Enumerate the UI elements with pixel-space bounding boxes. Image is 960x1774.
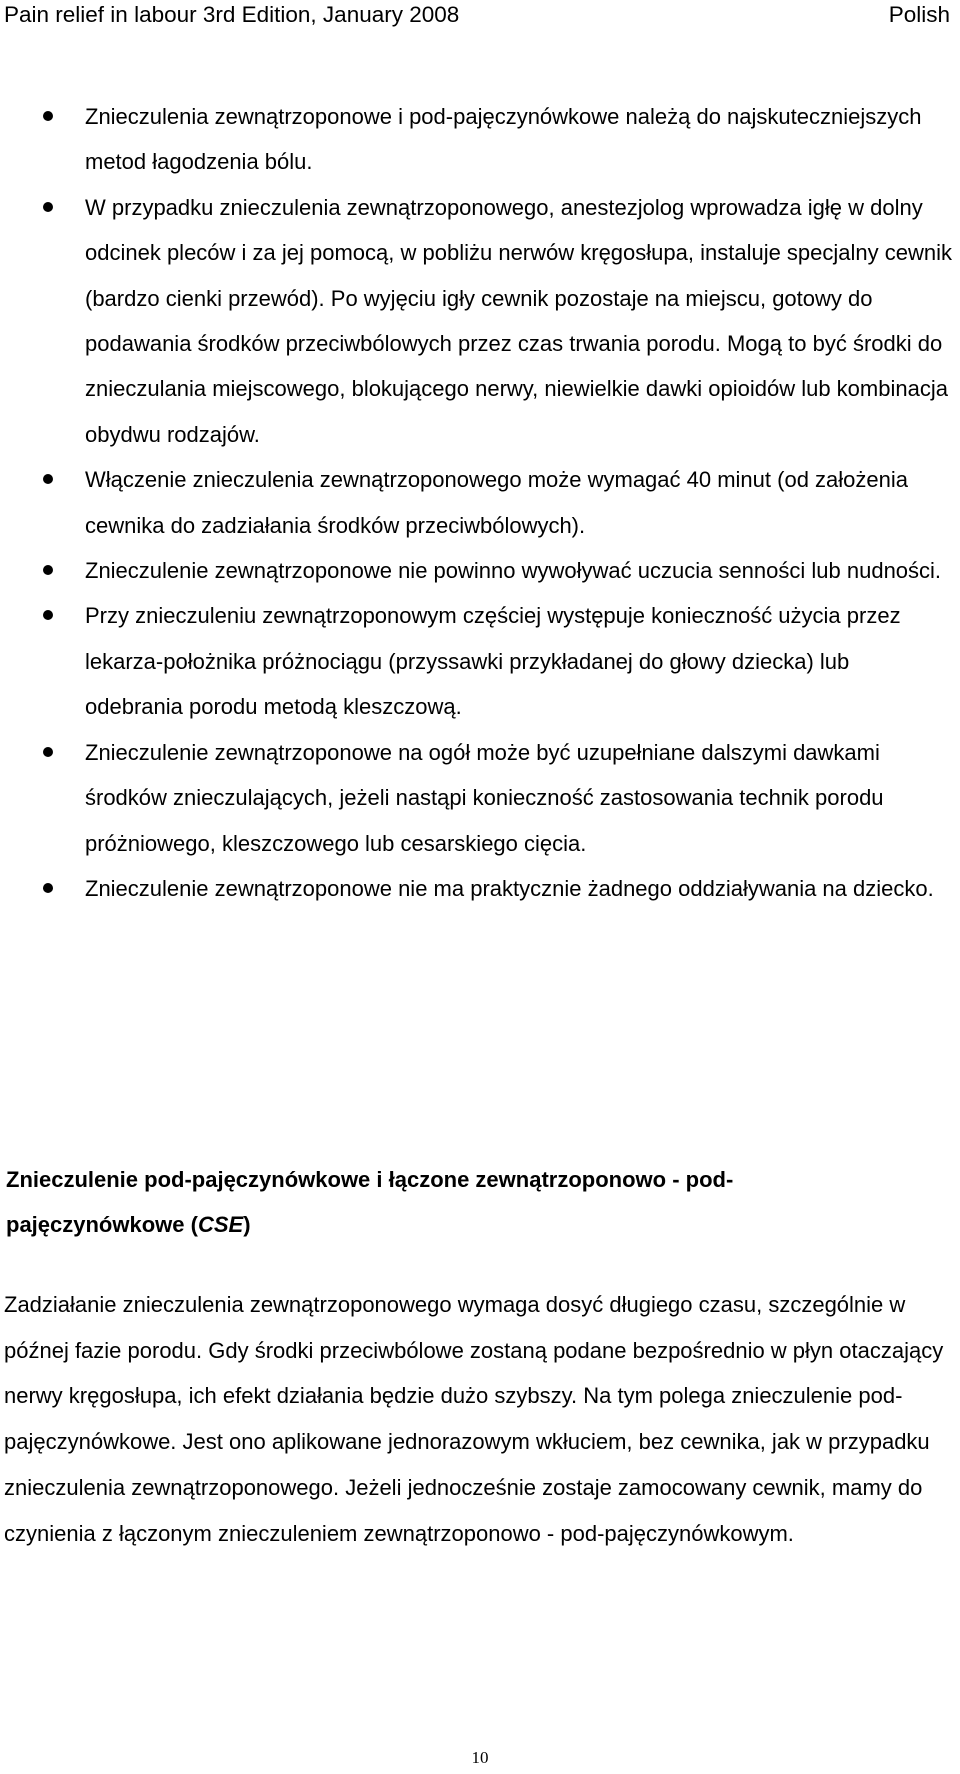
- bullet-list: [0, 94, 960, 911]
- section-heading: [6, 1157, 906, 1248]
- section-heading-abbreviation: CSE: [197, 1212, 244, 1238]
- list-item-text: Znieczulenie zewnątrzoponowe nie powinno wywoływać uczucia senności lub nudności.: [85, 558, 942, 584]
- list-item-text: Znieczulenia zewnątrzoponowe i pod-pajęczynówkowe należą do najskuteczniejszych metod łagodzenia bólu.: [85, 104, 922, 175]
- list-item: [0, 730, 960, 866]
- list-item: [0, 593, 960, 729]
- list-item-text: Znieczulenie zewnątrzoponowe na ogół może być uzupełniane dalszymi dawkami środków znieczulających, jeżeli nastąpi konieczność zastosowania technik porodu próżniowego, kleszczowego lub cesarskiego cięcia.: [85, 739, 884, 856]
- body-paragraph: Zadziałanie znieczulenia zewnątrzoponowego wymaga dosyć długiego czasu, szczególnie w późnej fazie porodu. Gdy środki przeciwbólowe zostaną podane bezpośrednio w płyn otaczający nerwy kręgosłupa, ich efekt działania będzie dużo szybszy. Na tym polega znieczulenie pod-pajęczynówkowe. Jest ono aplikowane jednorazowym wkłuciem, bez cewnika, jak w przypadku znieczulenia zewnątrzoponowego. Jeżeli jednocześnie zostaje zamocowany cewnik, mamy do czynienia z łączonym znieczuleniem zewnątrzoponowo - pod-pajęczynówkowym.: [4, 1292, 944, 1546]
- list-item: [0, 94, 960, 185]
- page-number: 10: [471, 1748, 489, 1767]
- list-item: [0, 185, 960, 457]
- section-heading-main: Znieczulenie pod-pajęczynówkowe i łączone zewnątrzoponowo - pod-pajęczynówkowe (: [6, 1167, 734, 1238]
- section-heading-end: ): [243, 1212, 251, 1238]
- list-item: [0, 866, 960, 911]
- document-title: Pain relief in labour 3rd Edition, January 2008: [4, 2, 460, 27]
- bullet-icon: [43, 202, 53, 212]
- list-item-text: Włączenie znieczulenia zewnątrzoponowego może wymagać 40 minut (od założenia cewnika do zadziałania środków przeciwbólowych).: [85, 467, 908, 538]
- list-item-text: W przypadku znieczulenia zewnątrzoponowego, anestezjolog wprowadza igłę w dolny odcinek pleców i za jej pomocą, w pobliżu nerwów kręgosłupa, instaluje specjalny cewnik (bardzo cienki przewód). Po wyjęciu igły cewnik pozostaje na miejscu, gotowy do podawania środków przeciwbólowych przez czas trwania porodu. Mogą to być środki do znieczulania miejscowego, blokującego nerwy, niewielkie dawki opioidów lub kombinacja obydwu rodzajów.: [85, 194, 953, 447]
- bullet-icon: [43, 111, 53, 121]
- bullet-icon: [43, 610, 53, 620]
- document-language: Polish: [888, 2, 950, 27]
- bullet-icon: [43, 474, 53, 484]
- list-item-text: Przy znieczuleniu zewnątrzoponowym częściej występuje konieczność użycia przez lekarza-położnika próżnociągu (przyssawki przykładanej do głowy dziecka) lub odebrania porodu metodą kleszczową.: [85, 603, 901, 720]
- list-item: [0, 548, 960, 593]
- list-item: [0, 457, 960, 548]
- bullet-icon: [43, 747, 53, 757]
- page-header: [4, 0, 950, 30]
- bullet-icon: [43, 883, 53, 893]
- list-item-text: Znieczulenie zewnątrzoponowe nie ma praktycznie żadnego oddziaływania na dziecko.: [85, 875, 934, 901]
- bullet-icon: [43, 565, 53, 575]
